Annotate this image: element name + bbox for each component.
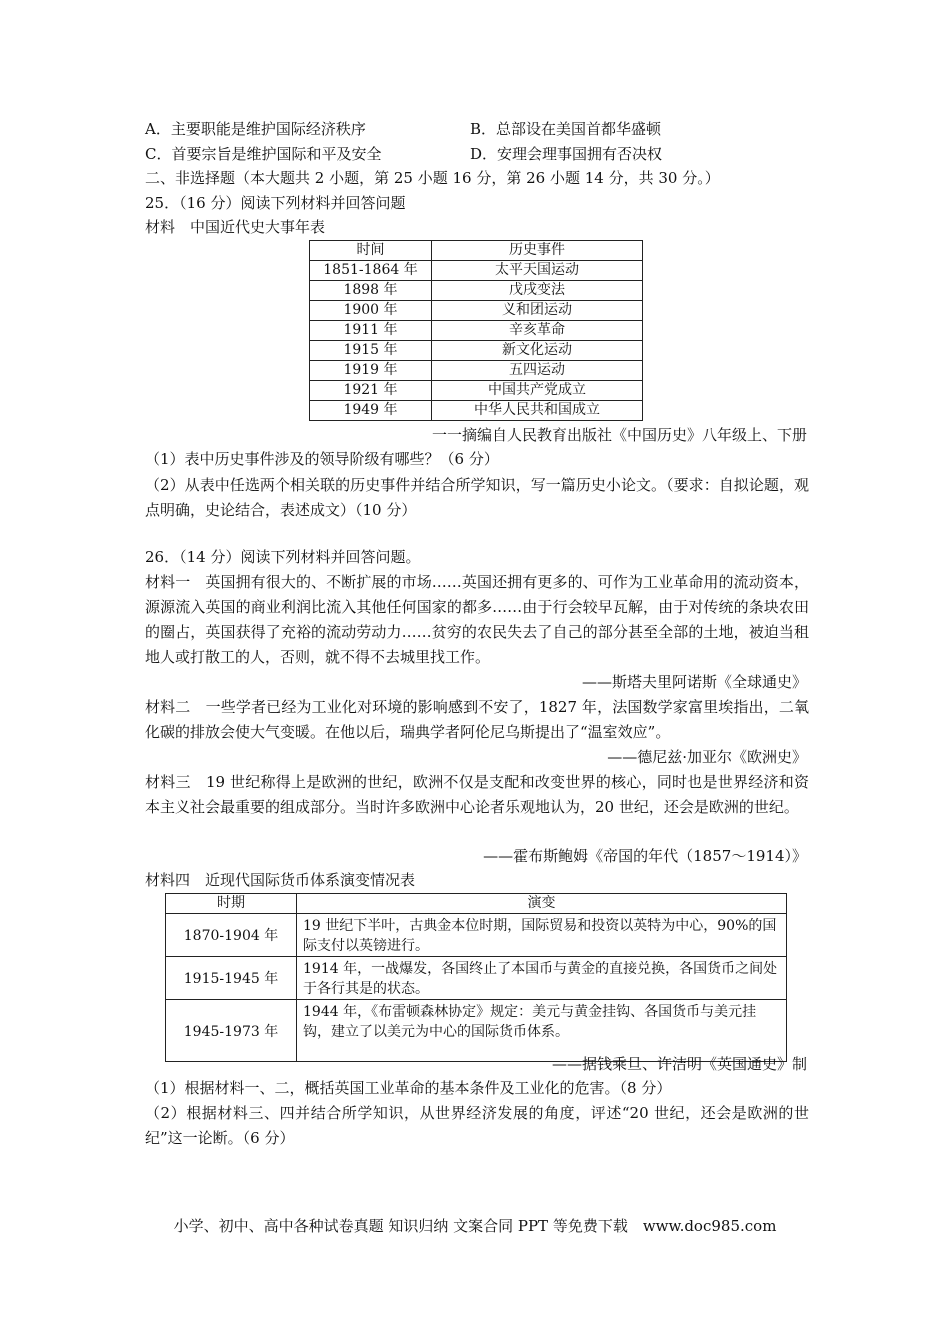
cell-event: 五四运动 [432, 361, 643, 381]
q26-material-3-source: ——霍布斯鲍姆《帝国的年代（1857～1914）》 [483, 847, 807, 865]
cell-time: 1919 年 [310, 361, 432, 381]
table-header-row [310, 241, 643, 261]
q25-title: 25．（16 分）阅读下列材料并回答问题 [145, 194, 406, 212]
q25-material-label: 材料 中国近代史大事年表 [145, 218, 326, 236]
q25-event-table [309, 240, 643, 421]
cell-time: 1851-1864 年 [310, 261, 432, 281]
q26-material-4-source: ——据钱乘旦、许洁明《英国通史》制 [551, 1055, 807, 1073]
table-row [310, 381, 643, 401]
option-a: A．主要职能是维护国际经济秩序 [145, 120, 366, 138]
cell-time: 1921 年 [310, 381, 432, 401]
q26-question-1: （1）根据材料一、二，概括英国工业革命的基本条件及工业化的危害。（8 分） [145, 1079, 672, 1097]
cell-event: 辛亥革命 [432, 321, 643, 341]
section-title: 二、非选择题（本大题共 2 小题，第 25 小题 16 分，第 26 小题 14 分，共 30 分。） [145, 169, 720, 187]
column-header: 时期 [166, 894, 297, 914]
cell-event: 中国共产党成立 [432, 381, 643, 401]
table-row [166, 957, 787, 1000]
table-row [310, 321, 643, 341]
q26-material-4-label: 材料四 近现代国际货币体系演变情况表 [145, 871, 416, 889]
footer-text: 小学、初中、高中各种试卷真题 知识归纳 文案合同 PPT 等免费下载 www.doc985.com [173, 1217, 777, 1235]
option-c: C．首要宗旨是维护国际和平及安全 [145, 145, 382, 163]
table-row [310, 301, 643, 321]
q26-material-2-source: ——德尼兹·加亚尔《欧洲史》 [607, 748, 807, 766]
column-header: 演变 [297, 894, 787, 914]
cell-time: 1898 年 [310, 281, 432, 301]
q26-material-2: 材料二 一些学者已经为工业化对环境的影响感到不安了，1827 年，法国数学家富里埃指出，二氧化碳的排放会使大气变暖。在他以后，瑞典学者阿伦尼乌斯提出了“温室效应”。 [145, 698, 809, 741]
table-row [310, 261, 643, 281]
table-row [310, 361, 643, 381]
cell-event: 戊戌变法 [432, 281, 643, 301]
q26-title: 26．（14 分）阅读下列材料并回答问题。 [145, 548, 421, 566]
cell-event: 义和团运动 [432, 301, 643, 321]
cell-evolution: 19 世纪下半叶，古典金本位时期，国际贸易和投资以英特为中心，90%的国际支付以英镑进行。 [297, 914, 787, 957]
cell-evolution: 1944 年，《布雷顿森林协定》规定：美元与黄金挂钩、各国货币与美元挂钩，建立了以美元为中心的国际货币体系。 [297, 1000, 787, 1062]
cell-event: 太平天国运动 [432, 261, 643, 281]
q26-material-1: 材料一 英国拥有很大的、不断扩展的市场……英国还拥有更多的、可作为工业革命用的流动资本，源源流入英国的商业利润比流入其他任何国家的都多……由于行会较早瓦解，由于对传统的条块农田的圈占，英国获得了充裕的流动劳动力……贫穷的农民失去了自己的部分甚至全部的土地，被迫当租地人或打散工的人，否则，就不得不去城里找工作。 [145, 573, 809, 666]
q25-question-2: （2）从表中任选两个相关联的历史事件并结合所学知识，写一篇历史小论文。（要求：自拟论题，观点明确，史论结合，表述成文）（10 分） [145, 476, 809, 519]
cell-time: 1949 年 [310, 401, 432, 421]
cell-time: 1911 年 [310, 321, 432, 341]
cell-evolution: 1914 年，一战爆发，各国终止了本国币与黄金的直接兑换，各国货币之间处于各行其是的状态。 [297, 957, 787, 1000]
q26-question-2: （2）根据材料三、四并结合所学知识，从世界经济发展的角度，评述“20 世纪，还会是欧洲的世纪”这一论断。（6 分） [145, 1104, 809, 1147]
q26-material-3: 材料三 19 世纪称得上是欧洲的世纪，欧洲不仅是支配和改变世界的核心，同时也是世界经济和资本主义社会最重要的组成部分。当时许多欧洲中心论者乐观地认为，20 世纪，还会是欧洲的世纪。 [145, 773, 809, 816]
column-header: 历史事件 [432, 241, 643, 261]
q26-currency-table [165, 893, 787, 1062]
cell-period: 1915-1945 年 [166, 957, 297, 1000]
q25-question-1: （1）表中历史事件涉及的领导阶级有哪些？（6 分） [145, 450, 499, 468]
cell-time: 1900 年 [310, 301, 432, 321]
cell-event: 新文化运动 [432, 341, 643, 361]
table-row [166, 914, 787, 957]
option-d: D．安理会理事国拥有否决权 [470, 145, 663, 163]
option-b: B．总部设在美国首都华盛顿 [470, 120, 662, 138]
cell-time: 1915 年 [310, 341, 432, 361]
q26-material-1-source: ——斯塔夫里阿诺斯《全球通史》 [581, 673, 807, 691]
q25-source: 一一摘编自人民教育出版社《中国历史》八年级上、下册 [431, 426, 807, 444]
cell-period: 1870-1904 年 [166, 914, 297, 957]
table-row [310, 341, 643, 361]
table-row [310, 281, 643, 301]
cell-event: 中华人民共和国成立 [432, 401, 643, 421]
column-header: 时间 [310, 241, 432, 261]
table-header-row [166, 894, 787, 914]
table-row [310, 401, 643, 421]
cell-period: 1945-1973 年 [166, 1000, 297, 1062]
